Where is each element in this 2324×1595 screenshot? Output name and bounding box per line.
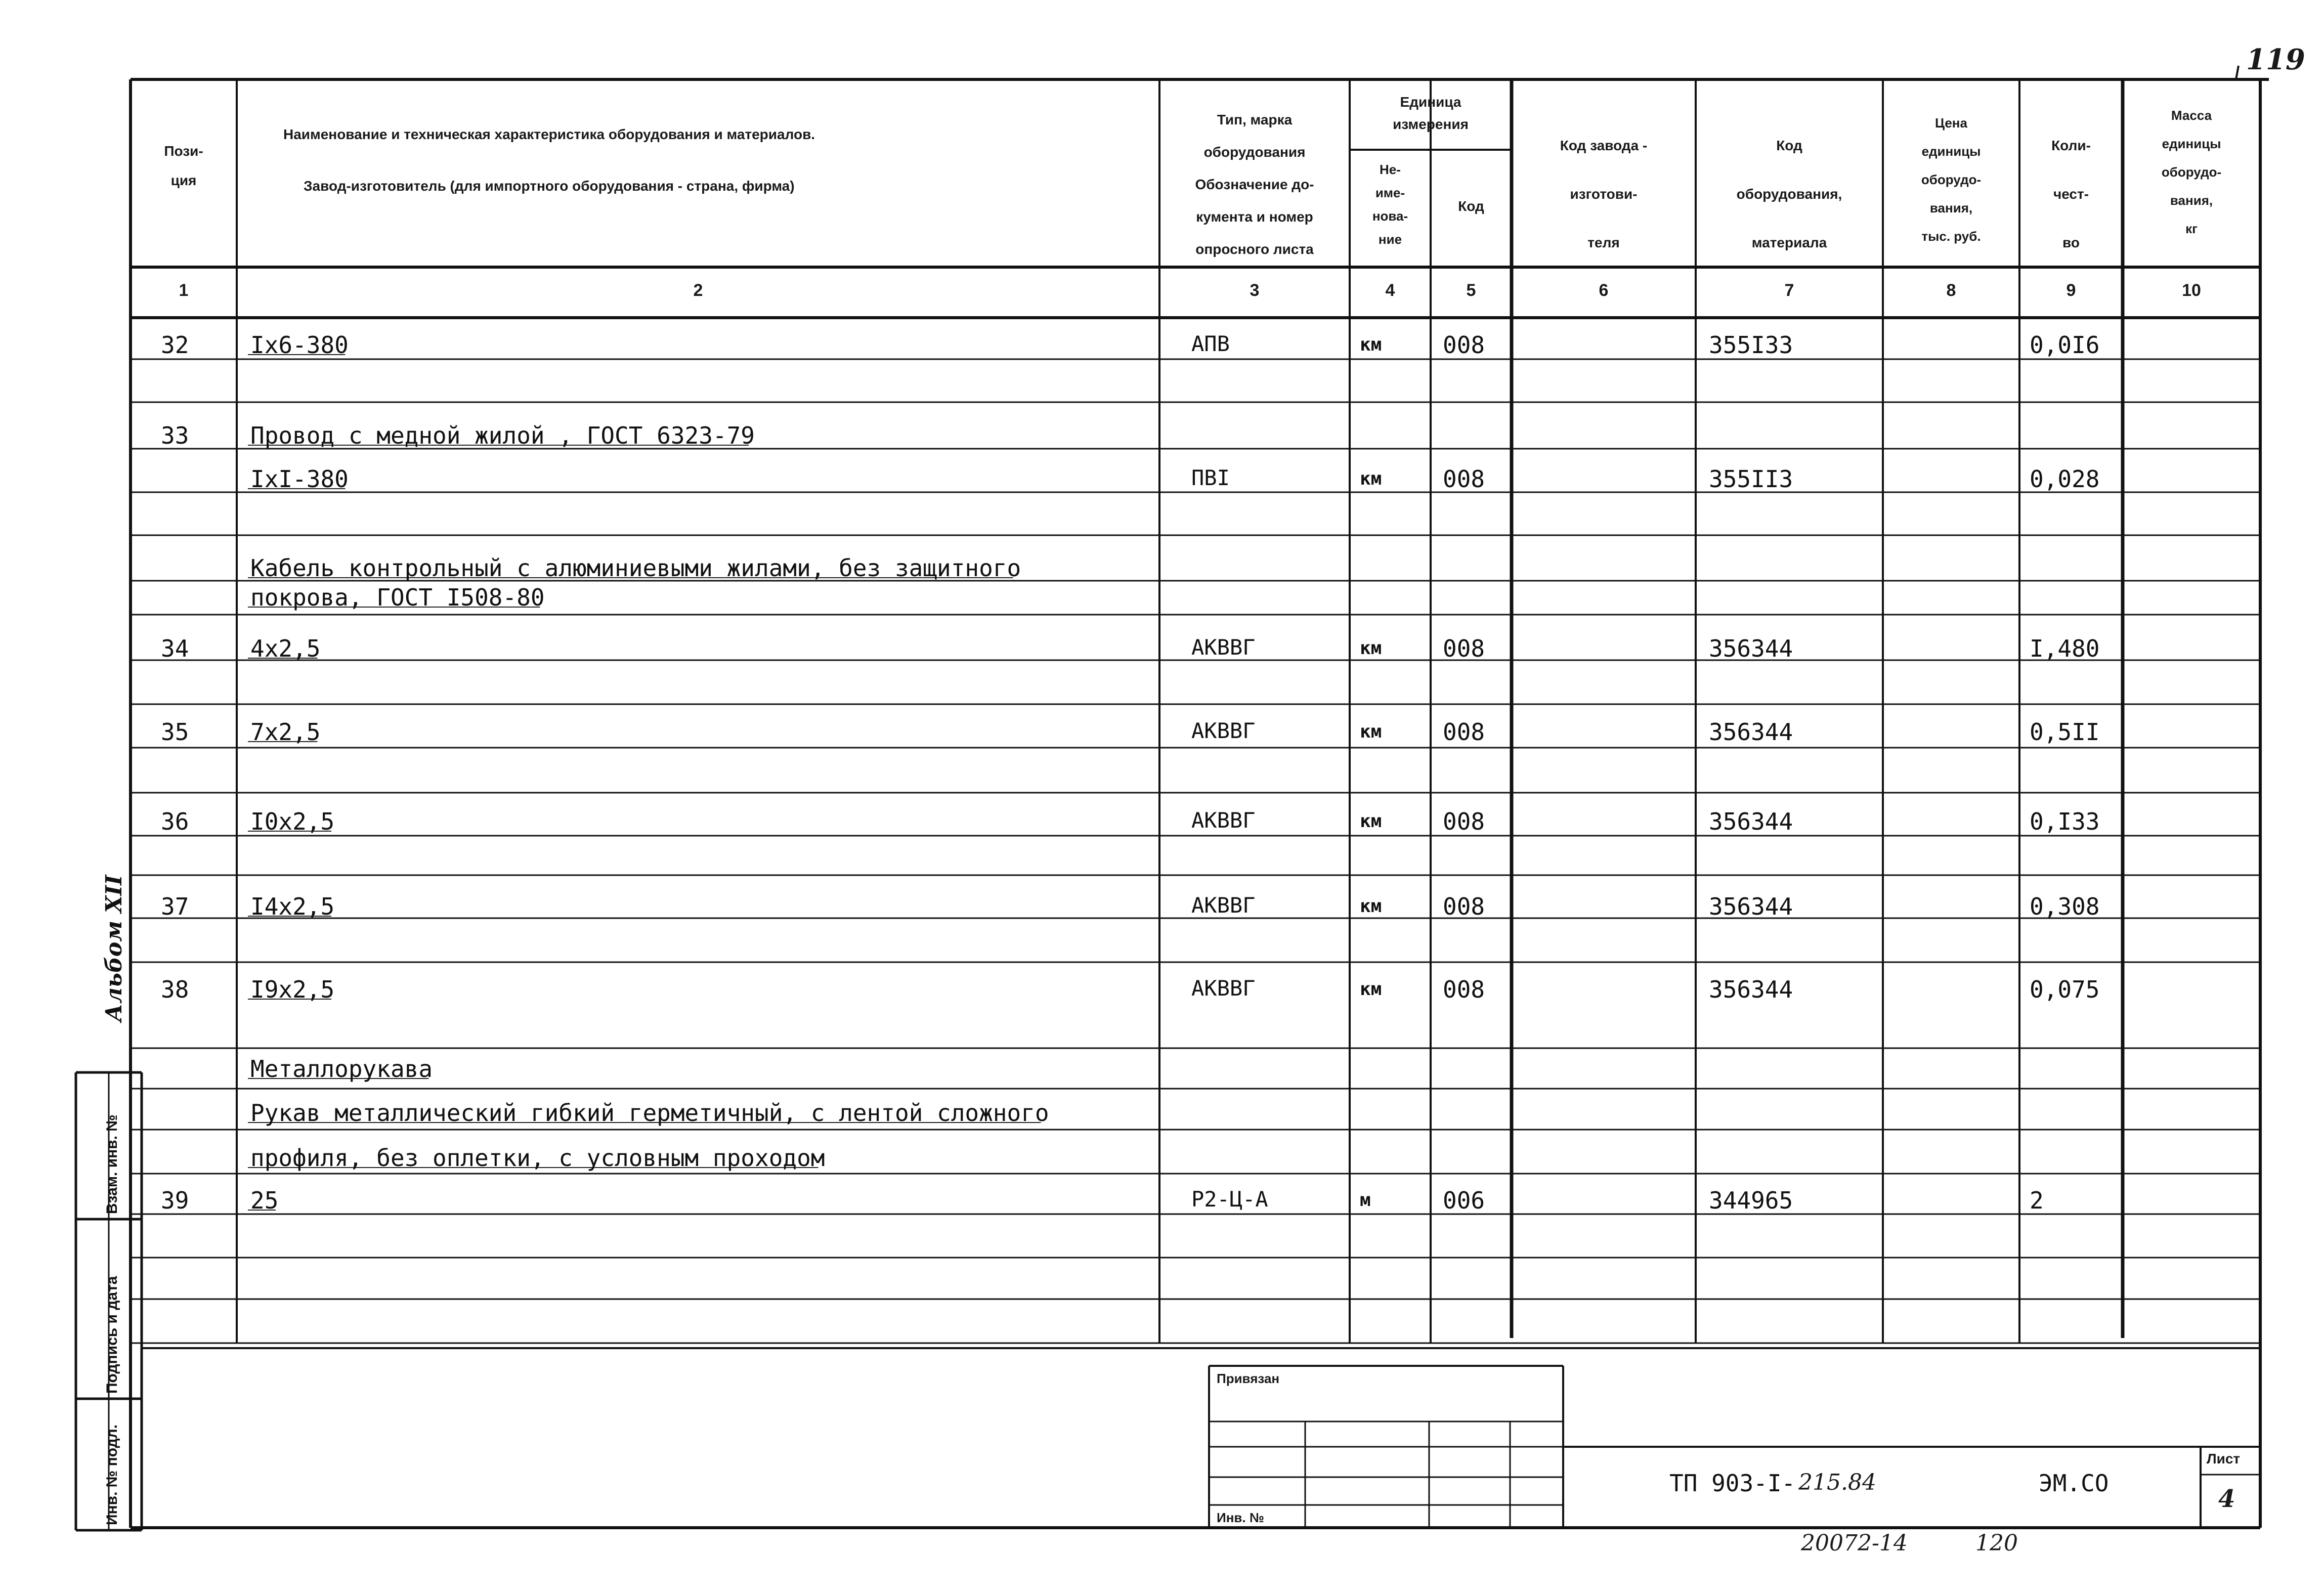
row-unit-code: 008 [1443, 635, 1485, 662]
header-price-line: тыс. руб. [1921, 229, 1981, 244]
row-type: АПВ [1191, 331, 1230, 356]
row-type: АКВВГ [1191, 718, 1256, 743]
column-number: 2 [693, 281, 703, 300]
row-position: 39 [161, 1187, 189, 1214]
header-price-line: Цена [1935, 115, 1967, 131]
row-type: ПВI [1191, 465, 1230, 490]
row-position: 35 [161, 718, 189, 746]
row-type: Р2-Ц-А [1191, 1187, 1268, 1212]
header-unit-name-line: Не- [1380, 162, 1401, 177]
row-unit-code: 008 [1443, 808, 1485, 835]
column-number: 9 [2066, 281, 2076, 300]
document-code-handwritten: 215.84 [1798, 1470, 1876, 1495]
header-type-line: Тип, марка [1217, 112, 1293, 127]
row-equipment-code: 356344 [1709, 718, 1793, 746]
row-name: I4х2,5 [250, 893, 335, 920]
row-unit-code: 008 [1443, 976, 1485, 1003]
column-number: 5 [1466, 281, 1476, 300]
header-mass-line: Масса [2171, 108, 2212, 123]
header-position-line: Пози- [164, 143, 203, 159]
row-unit: км [1360, 721, 1382, 742]
stamp-inv-no: Инв. № [1217, 1510, 1264, 1525]
row-unit: км [1360, 468, 1382, 489]
row-unit: км [1360, 334, 1382, 355]
header-price-line: единицы [1921, 144, 1981, 159]
header-unit-code: Код [1458, 198, 1484, 214]
header-name-line2: Завод-изготовитель (для импортного оборудования - страна, фирма) [304, 178, 795, 194]
column-number: 7 [1784, 281, 1794, 300]
column-number: 4 [1385, 281, 1395, 300]
header-unit-group-line: Единица [1400, 94, 1461, 110]
header-type-line: кумента и номер [1196, 209, 1313, 225]
row-name: покрова, ГОСТ I508-80 [250, 584, 545, 611]
header-mass-line: единицы [2162, 136, 2221, 151]
header-type-line: оборудования [1203, 144, 1306, 160]
row-name: 25 [250, 1187, 279, 1214]
header-quantity-line: во [2062, 235, 2080, 250]
column-number: 6 [1599, 281, 1609, 300]
column-number: 10 [2182, 281, 2201, 300]
sheet-number: 4 [2218, 1485, 2235, 1513]
row-name: I0х2,5 [250, 808, 335, 835]
column-number: 3 [1250, 281, 1260, 300]
row-quantity: I,480 [2030, 635, 2100, 662]
row-equipment-code: 356344 [1709, 808, 1793, 835]
header-unit-name-line: име- [1375, 185, 1405, 200]
header-quantity-line: чест- [2053, 186, 2089, 202]
row-unit: км [1360, 979, 1382, 1000]
header-type-line: опросного листа [1195, 241, 1314, 257]
header-mass-line: оборудо- [2161, 164, 2222, 180]
header-mass-line: кг [2185, 221, 2198, 236]
row-position: 36 [161, 808, 189, 835]
header-factory-code-line: теля [1587, 235, 1620, 250]
footer-page: 120 [1975, 1530, 2018, 1556]
row-equipment-code: 344965 [1709, 1187, 1793, 1214]
album-label: Альбом XII [101, 875, 127, 1022]
inventory-label: Инв. № подл. [104, 1424, 120, 1525]
row-type: АКВВГ [1191, 635, 1256, 660]
row-unit-code: 008 [1443, 718, 1485, 746]
row-name: Iх6-380 [250, 331, 349, 359]
header-name-line1: Наименование и техническая характеристика оборудования и материалов. [283, 126, 815, 142]
row-name: профиля, без оплетки, с условным проходом [250, 1144, 825, 1172]
header-equipment-code-line: оборудования, [1736, 186, 1842, 202]
row-equipment-code: 356344 [1709, 976, 1793, 1003]
header-unit-name-line: ние [1378, 232, 1402, 247]
row-equipment-code: 356344 [1709, 893, 1793, 920]
row-quantity: 0,028 [2030, 465, 2100, 493]
row-unit: км [1360, 638, 1382, 659]
row-unit-code: 008 [1443, 331, 1485, 359]
row-position: 32 [161, 331, 189, 359]
stamp-privyazan: Привязан [1217, 1371, 1280, 1386]
row-unit-code: 006 [1443, 1187, 1485, 1214]
row-quantity: 0,I33 [2030, 808, 2100, 835]
row-unit-code: 008 [1443, 465, 1485, 493]
row-name: Рукав металлический гибкий герметичный, с лентой сложного [250, 1099, 1049, 1127]
header-quantity-line: Коли- [2051, 138, 2091, 153]
vzam-label: Взам. инв. № [104, 1114, 120, 1214]
signature-label: Подпись и дата [104, 1276, 120, 1394]
header-factory-code-line: изготови- [1570, 186, 1638, 202]
header-factory-code-line: Код завода - [1560, 138, 1648, 153]
row-name: IхI-380 [250, 465, 349, 493]
row-unit-code: 008 [1443, 893, 1485, 920]
document-code: ТП 903-I- [1669, 1470, 1796, 1497]
row-type: АКВВГ [1191, 893, 1256, 918]
header-price-line: вания, [1929, 200, 1973, 215]
row-name: Кабель контрольный с алюминиевыми жилами, без защитного [250, 554, 1021, 582]
row-name: 7х2,5 [250, 718, 321, 746]
header-position-line: ция [170, 173, 197, 188]
row-position: 33 [161, 422, 189, 449]
row-name: Провод с медной жилой , ГОСТ 6323-79 [250, 422, 755, 449]
order-number: 20072-14 [1801, 1530, 1908, 1556]
header-mass-line: вания, [2170, 193, 2213, 208]
row-quantity: 0,075 [2030, 976, 2100, 1003]
header-price-line: оборудо- [1921, 172, 1982, 187]
row-quantity: 2 [2030, 1187, 2044, 1214]
row-unit: м [1360, 1190, 1371, 1211]
row-quantity: 0,5II [2030, 718, 2100, 746]
page-number-tick [2236, 66, 2239, 79]
header-unit-name-line: нова- [1372, 208, 1408, 224]
row-equipment-code: 356344 [1709, 635, 1793, 662]
row-quantity: 0,308 [2030, 893, 2100, 920]
row-type: АКВВГ [1191, 976, 1256, 1001]
row-unit: км [1360, 896, 1382, 917]
row-name: I9х2,5 [250, 976, 335, 1003]
section-code: ЭМ.СО [2039, 1470, 2109, 1497]
header-type-line: Обозначение до- [1195, 177, 1314, 192]
row-equipment-code: 355I33 [1709, 331, 1793, 359]
row-unit: км [1360, 811, 1382, 832]
sheet-label: Лист [2207, 1451, 2241, 1467]
header-equipment-code-line: материала [1751, 235, 1827, 250]
row-name: Металлорукава [250, 1055, 433, 1083]
column-number: 1 [179, 281, 189, 300]
row-name: 4х2,5 [250, 635, 321, 662]
row-position: 38 [161, 976, 189, 1003]
header-unit-group-line: измерения [1393, 116, 1469, 132]
page-number: 119 [2246, 43, 2305, 76]
row-quantity: 0,0I6 [2030, 331, 2100, 359]
row-equipment-code: 355II3 [1709, 465, 1793, 493]
header-equipment-code-line: Код [1776, 138, 1802, 153]
row-position: 34 [161, 635, 189, 662]
column-number: 8 [1946, 281, 1956, 300]
row-type: АКВВГ [1191, 808, 1256, 833]
row-position: 37 [161, 893, 189, 920]
